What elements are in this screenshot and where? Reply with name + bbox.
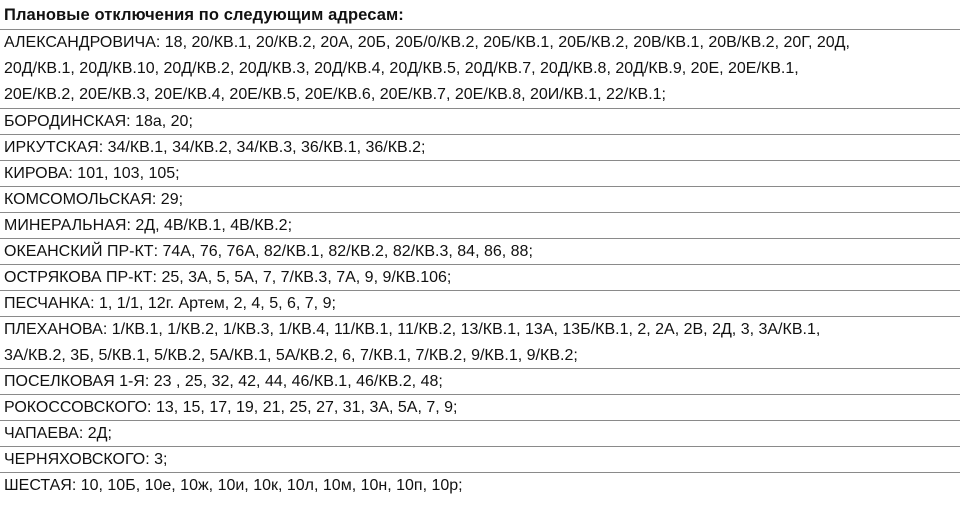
address-row-aleksandrovicha (0, 30, 960, 109)
address-line: 3А/КВ.2, 3Б, 5/КВ.1, 5/КВ.2, 5А/КВ.1, 5А/КВ.2, 6, 7/КВ.1, 7/КВ.2, 9/КВ.1, 9/КВ.2; (4, 347, 578, 364)
address-line: БОРОДИНСКАЯ: 18а, 20; (4, 113, 193, 130)
address-row-poselkovaya (0, 369, 960, 395)
address-line: ЧАПАЕВА: 2Д; (4, 425, 112, 442)
address-row-shestaya (0, 473, 960, 499)
address-row-irkutskaya (0, 135, 960, 161)
address-line: ЧЕРНЯХОВСКОГО: 3; (4, 451, 168, 468)
address-line: ИРКУТСКАЯ: 34/КВ.1, 34/КВ.2, 34/КВ.3, 36/КВ.1, 36/КВ.2; (4, 139, 426, 156)
address-line: ОКЕАНСКИЙ ПР-КТ: 74А, 76, 76А, 82/КВ.1, 82/КВ.2, 82/КВ.3, 84, 86, 88; (4, 243, 533, 260)
address-row-chapaeva (0, 421, 960, 447)
address-row-plekhanova (0, 317, 960, 369)
address-line: ОСТРЯКОВА ПР-КТ: 25, 3А, 5, 5А, 7, 7/КВ.3, 7А, 9, 9/КВ.106; (4, 269, 452, 286)
address-line: ПЕСЧАНКА: 1, 1/1, 12г. Артем, 2, 4, 5, 6, 7, 9; (4, 295, 336, 312)
address-line: ПОСЕЛКОВАЯ 1-Я: 23 , 25, 32, 42, 44, 46/КВ.1, 46/КВ.2, 48; (4, 373, 443, 390)
address-line: РОКОССОВСКОГО: 13, 15, 17, 19, 21, 25, 27, 31, 3А, 5А, 7, 9; (4, 399, 458, 416)
address-row-kirova (0, 161, 960, 187)
address-line: КИРОВА: 101, 103, 105; (4, 165, 180, 182)
address-row-okeanskiy (0, 239, 960, 265)
address-row-ostryakova (0, 265, 960, 291)
address-row-rokossovskogo (0, 395, 960, 421)
address-row-peschanka (0, 291, 960, 317)
address-line: 20Д/КВ.1, 20Д/КВ.10, 20Д/КВ.2, 20Д/КВ.3, 20Д/КВ.4, 20Д/КВ.5, 20Д/КВ.7, 20Д/КВ.8, 20Д/КВ.9, 20Е, 20Е/КВ.1, (4, 60, 799, 77)
address-line: ШЕСТАЯ: 10, 10Б, 10е, 10ж, 10и, 10к, 10л, 10м, 10н, 10п, 10р; (4, 477, 463, 494)
address-line: КОМСОМОЛЬСКАЯ: 29; (4, 191, 184, 208)
address-line: ПЛЕХАНОВА: 1/КВ.1, 1/КВ.2, 1/КВ.3, 1/КВ.4, 11/КВ.1, 11/КВ.2, 13/КВ.1, 13А, 13Б/КВ.1, 2, 2А, 2В, 2Д, 3, 3А/КВ.1, (4, 321, 821, 338)
address-line: МИНЕРАЛЬНАЯ: 2Д, 4В/КВ.1, 4В/КВ.2; (4, 217, 293, 234)
table-title: Плановые отключения по следующим адресам: (0, 0, 960, 30)
address-line: 20Е/КВ.2, 20Е/КВ.3, 20Е/КВ.4, 20Е/КВ.5, 20Е/КВ.6, 20Е/КВ.7, 20Е/КВ.8, 20И/КВ.1, 22/КВ.1; (4, 86, 666, 103)
address-line: АЛЕКСАНДРОВИЧА: 18, 20/КВ.1, 20/КВ.2, 20А, 20Б, 20Б/0/КВ.2, 20Б/КВ.1, 20Б/КВ.2, 20В/КВ.1, 20В/КВ.2, 20Г, 20Д, (4, 34, 850, 51)
address-row-borodinskaya (0, 109, 960, 135)
address-row-mineralnaya (0, 213, 960, 239)
address-row-komsomolskaya (0, 187, 960, 213)
address-row-chernyakhovskogo (0, 447, 960, 473)
